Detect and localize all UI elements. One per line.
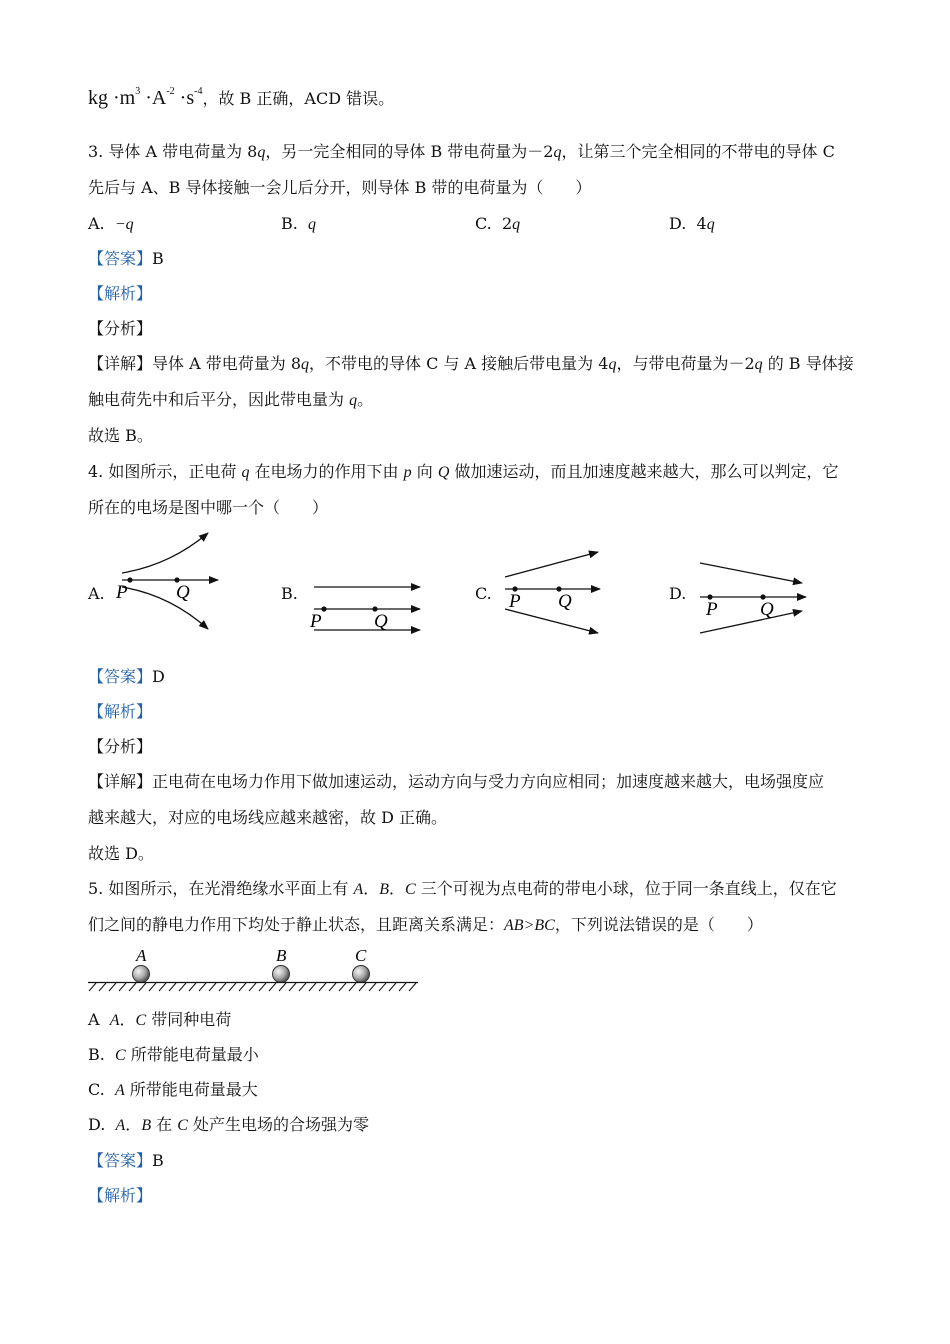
- field-line-a-bottom: [122, 587, 208, 629]
- ball-c: [353, 966, 370, 983]
- q4-fig-label-b: B.: [281, 584, 298, 603]
- q5-jiexi: 【解析】: [88, 1186, 153, 1205]
- q4-answer: 【答案】D: [88, 667, 165, 686]
- q4-choose: 故选 D。: [88, 844, 154, 863]
- ball-label-b: B: [276, 946, 287, 965]
- q3-stem-line2: 先后与 A、B 导体接触一会儿后分开，则导体 B 带的电荷量为（ ）: [88, 178, 592, 197]
- q3-choose: 故选 B。: [88, 426, 153, 445]
- q5-option-b: B. C 所带能电荷量最小: [88, 1045, 259, 1064]
- ball-a: [133, 966, 150, 983]
- q4-fig-label-d: D.: [669, 584, 687, 603]
- q3-option-a: A. −q: [88, 214, 134, 233]
- label-q-b: Q: [374, 611, 388, 632]
- q5-stem-line1: 5. 如图所示，在光滑绝缘水平面上有 A．B．C 三个可视为点电荷的带电小球，位于同一条直线上，仅在它: [88, 879, 837, 898]
- q5-stem-line2: 们之间的静电力作用下均处于静止状态，且距离关系满足：AB>BC，下列说法错误的是（ ）: [88, 915, 763, 934]
- q3-fenxi: 【分析】: [88, 319, 153, 338]
- q5-balls-figure: [0, 946, 950, 994]
- q3-jiexi: 【解析】: [88, 284, 153, 303]
- q4-fig-label-a: A.: [88, 584, 105, 603]
- field-line-d-top: [700, 563, 802, 583]
- ground-hatching: [89, 983, 416, 991]
- point-p-a: [127, 577, 132, 582]
- q4-stem-line1: 4. 如图所示，正电荷 q 在电场力的作用下由 p 向 Q 做加速运动，而且加速度越来越大，那么可以判定，它: [88, 462, 839, 481]
- q5-option-d: D. A．B 在 C 处产生电场的合场强为零: [88, 1115, 370, 1134]
- q5-option-c: C. A 所带能电荷量最大: [88, 1080, 258, 1099]
- q3-stem-line1: 3. 导体 A 带电荷量为 8q，另一完全相同的导体 B 带电荷量为－2q，让第三个完全相同的不带电的导体 C: [88, 142, 835, 161]
- conclusion-text: ，故 B 正确，ACD 错误。: [202, 89, 395, 108]
- q3-answer: 【答案】B: [88, 249, 164, 268]
- field-line-c-top: [505, 552, 598, 577]
- q3-option-d: D. 4q: [669, 214, 715, 233]
- q4-fig-label-c: C.: [475, 584, 492, 603]
- ball-label-c: C: [355, 946, 367, 965]
- unit-formula: kg $\cdot m^3 \cdot A^{-2} \cdot s^{-4}$: [88, 86, 203, 109]
- ball-b: [273, 966, 290, 983]
- q4-stem-line2: 所在的电场是图中哪一个（ ）: [88, 498, 329, 517]
- q4-detail-line1: 【详解】正电荷在电场力作用下做加速运动，运动方向与受力方向应相同；加速度越来越大，电场强度应: [88, 772, 825, 791]
- q3-detail-line2: 触电荷先中和后平分，因此带电量为 q。: [88, 390, 374, 409]
- q4-figure-c: [505, 552, 600, 633]
- q4-figure-b: [309, 587, 420, 632]
- label-p-a: P: [116, 582, 128, 603]
- label-q-c: Q: [558, 591, 572, 612]
- q4-figure-d: [700, 563, 806, 633]
- label-q-d: Q: [760, 599, 774, 620]
- q5-option-a: A A．C 带同种电荷: [88, 1010, 232, 1029]
- formula-line: [88, 82, 394, 109]
- label-q-a: Q: [176, 582, 190, 603]
- q3-option-c: C. 2q: [475, 214, 521, 233]
- label-p-b: P: [310, 611, 322, 632]
- q4-fenxi: 【分析】: [88, 737, 153, 756]
- q3-detail-line1: 【详解】导体 A 带电荷量为 8q，不带电的导体 C 与 A 接触后带电量为 4q，与带电荷量为－2q 的 B 导体接: [88, 354, 854, 373]
- q5-answer: 【答案】B: [88, 1151, 164, 1170]
- q4-jiexi: 【解析】: [88, 702, 153, 721]
- q4-field-figures: [0, 525, 950, 655]
- label-p-c: P: [509, 591, 521, 612]
- ball-label-a: A: [136, 946, 147, 965]
- q4-detail-line2: 越来越大，对应的电场线应越来越密，故 D 正确。: [88, 808, 448, 827]
- q4-figure-a: [115, 533, 218, 629]
- q3-option-b: B. q: [281, 214, 317, 233]
- field-line-a-top: [122, 533, 208, 573]
- point-p-b: [321, 606, 326, 611]
- field-line-c-bottom: [505, 609, 598, 633]
- label-p-d: P: [706, 599, 718, 620]
